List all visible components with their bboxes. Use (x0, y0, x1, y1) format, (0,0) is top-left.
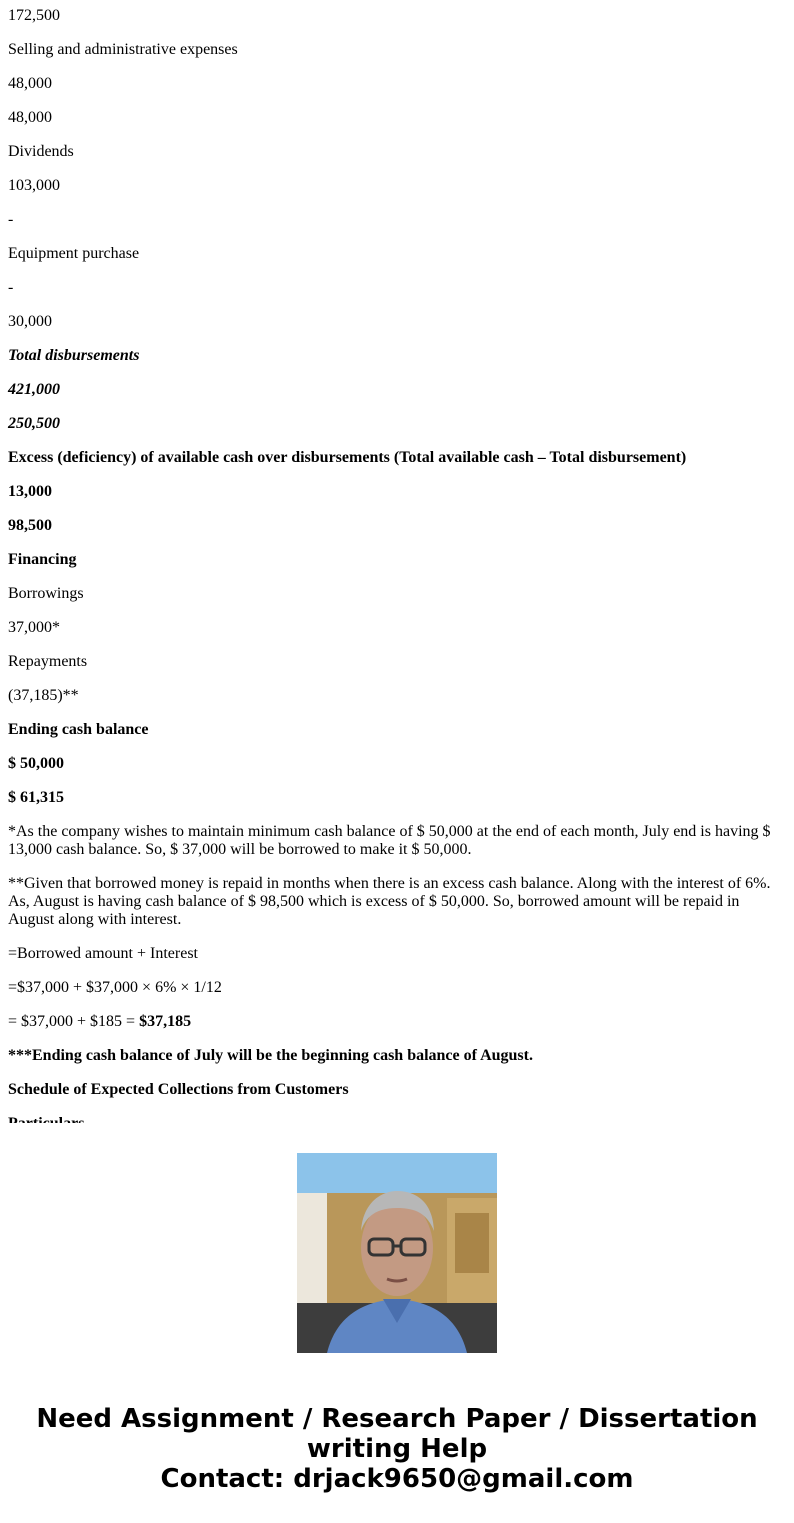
budget-line: 48,000 (8, 75, 52, 92)
budget-line: Equipment purchase (8, 245, 140, 262)
budget-line: Repayments (8, 653, 88, 670)
formula-line-2: =$37,000 + $37,000 × 6% × 1/12 (8, 979, 222, 996)
budget-line: Ending cash balance (8, 721, 149, 738)
budget-line: 172,500 (8, 7, 60, 24)
budget-line: 98,500 (8, 517, 52, 534)
schedule-heading: Schedule of Expected Collections from Customers (8, 1081, 349, 1098)
note-repayment: **Given that borrowed money is repaid in months when there is an excess cash balance. Along with the interest of 6%. As, August is having cash balance of $ 98,500 which is excess of $ 50,000. So, borrowed amount will be repaid in August along with interest. (8, 875, 771, 928)
banner-line-1: Need Assignment / Research Paper / Dissertation (36, 1404, 758, 1434)
note-borrowing: *As the company wishes to maintain minimum cash balance of $ 50,000 at the end of each month, July end is having $ 13,000 cash balance. So, $ 37,000 will be borrowed to make it $ 50,000. (8, 823, 771, 858)
portrait-illustration (297, 1153, 497, 1353)
budget-line: 30,000 (8, 313, 52, 330)
budget-line: 421,000 (8, 381, 60, 398)
budget-line: Borrowings (8, 585, 84, 602)
budget-line: 48,000 (8, 109, 52, 126)
formula-line-3 (8, 1013, 786, 1031)
budget-line: 37,000* (8, 619, 60, 636)
budget-line: $ 50,000 (8, 755, 64, 772)
formula-line-3-result: $37,185 (139, 1013, 192, 1030)
budget-line: Total disbursements (8, 347, 140, 364)
budget-line-list (8, 7, 786, 807)
banner-contact: Contact: drjack9650@gmail.com (160, 1464, 634, 1494)
budget-line: 13,000 (8, 483, 52, 500)
budget-line: $ 61,315 (8, 789, 64, 806)
budget-line: Dividends (8, 143, 74, 160)
note-ending-balance: ***Ending cash balance of July will be the beginning cash balance of August. (8, 1047, 533, 1064)
document-content (8, 7, 786, 1149)
budget-line: 103,000 (8, 177, 60, 194)
help-banner (0, 1123, 794, 1523)
formula-line-1: =Borrowed amount + Interest (8, 945, 198, 962)
budget-line: Financing (8, 551, 77, 568)
banner-text (0, 1404, 794, 1494)
budget-line: Selling and administrative expenses (8, 41, 238, 58)
budget-line: - (8, 279, 14, 296)
budget-line: Excess (deficiency) of available cash over disbursements (Total available cash – Total disbursement) (8, 449, 687, 466)
banner-line-2: writing Help (306, 1434, 488, 1464)
avatar (297, 1153, 497, 1353)
budget-line: (37,185)** (8, 687, 79, 704)
budget-line: 250,500 (8, 415, 60, 432)
budget-line: - (8, 211, 14, 228)
formula-line-3-prefix: = $37,000 + $185 = (8, 1013, 140, 1030)
